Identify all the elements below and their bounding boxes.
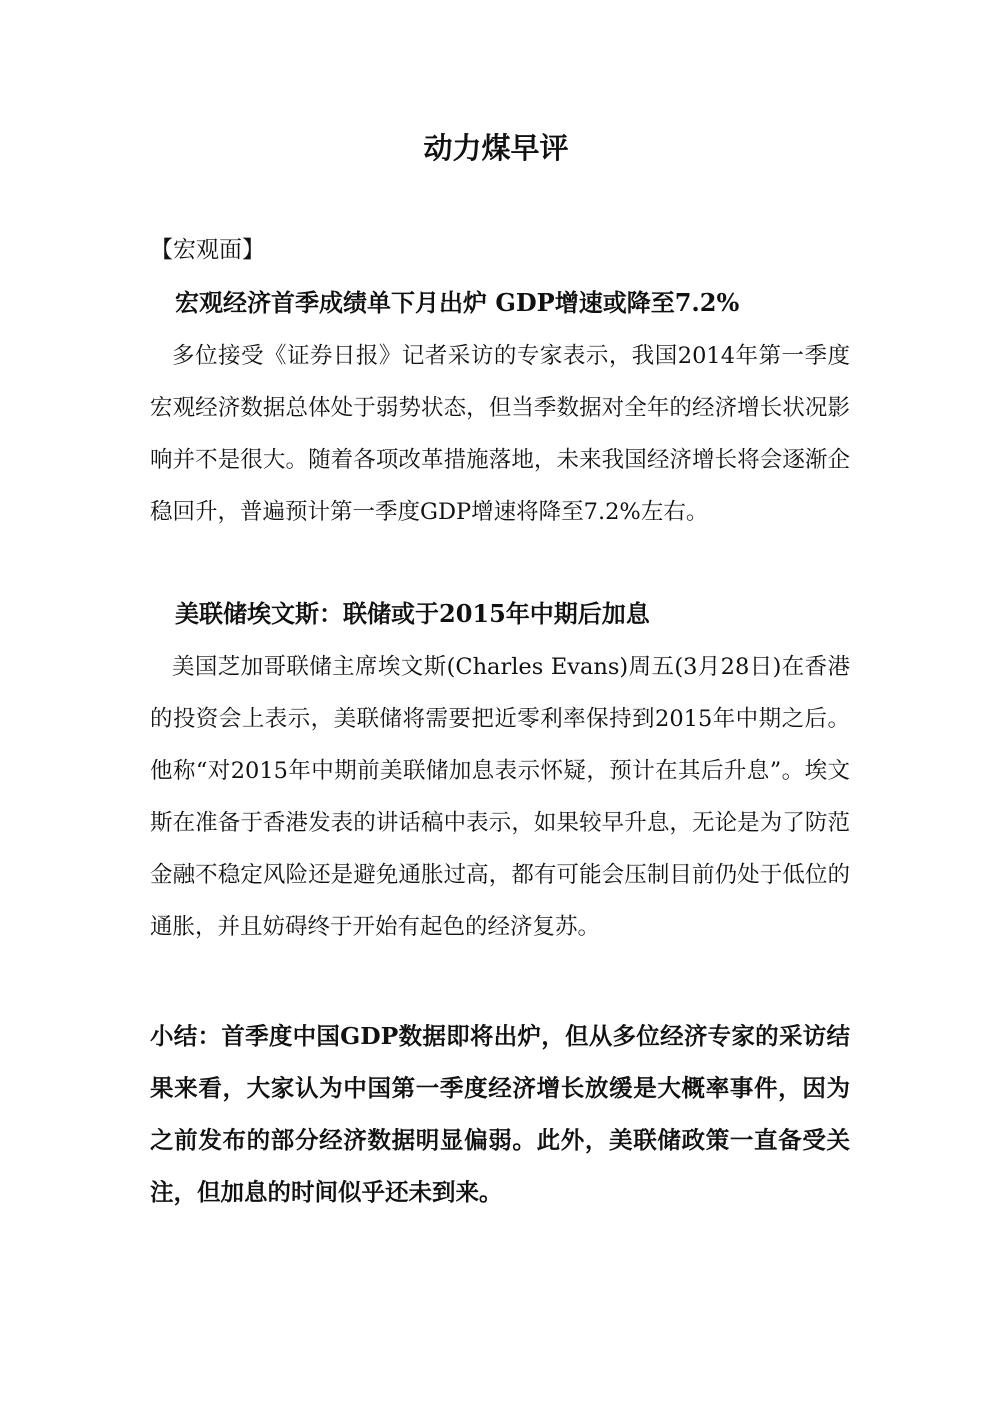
- article-heading-gdp: 宏观经济首季成绩单下月出炉 GDP增速或降至7.2%: [175, 288, 740, 317]
- article-body-gdp: 多位接受《证券日报》记者采访的专家表示，我国2014年第一季度宏观经济数据总体处于弱势状态，但当季数据对全年的经济增长状况影响并不是很大。随着各项改革措施落地，未来我国经济增长将会逐渐企稳回升，普遍预计第一季度GDP增速将降至7.2%左右。: [150, 343, 850, 525]
- summary-paragraph: 小结：首季度中国GDP数据即将出炉，但从多位经济专家的采访结果来看，大家认为中国第一季度经济增长放缓是大概率事件，因为之前发布的部分经济数据明显偏弱。此外，美联储政策一直备受关注，但加息的时间似乎还未到来。: [150, 1022, 850, 1206]
- article-heading-fed: 美联储埃文斯：联储或于2015年中期后加息: [175, 599, 650, 628]
- article-body-fed: 美国芝加哥联储主席埃文斯(Charles Evans)周五(3月28日)在香港的投资会上表示，美联储将需要把近零利率保持到2015年中期之后。他称“对2015年中期前美联储加息表示怀疑，预计在其后升息”。埃文斯在准备于香港发表的讲话稿中表示，如果较早升息，无论是为了防范金融不稳定风险还是避免通胀过高，都有可能会压制目前仍处于低位的通胀，并且妨碍终于开始有起色的经济复苏。: [150, 654, 850, 940]
- section-label-macro: 【宏观面】: [150, 237, 265, 263]
- document-title: 动力煤早评: [423, 131, 569, 165]
